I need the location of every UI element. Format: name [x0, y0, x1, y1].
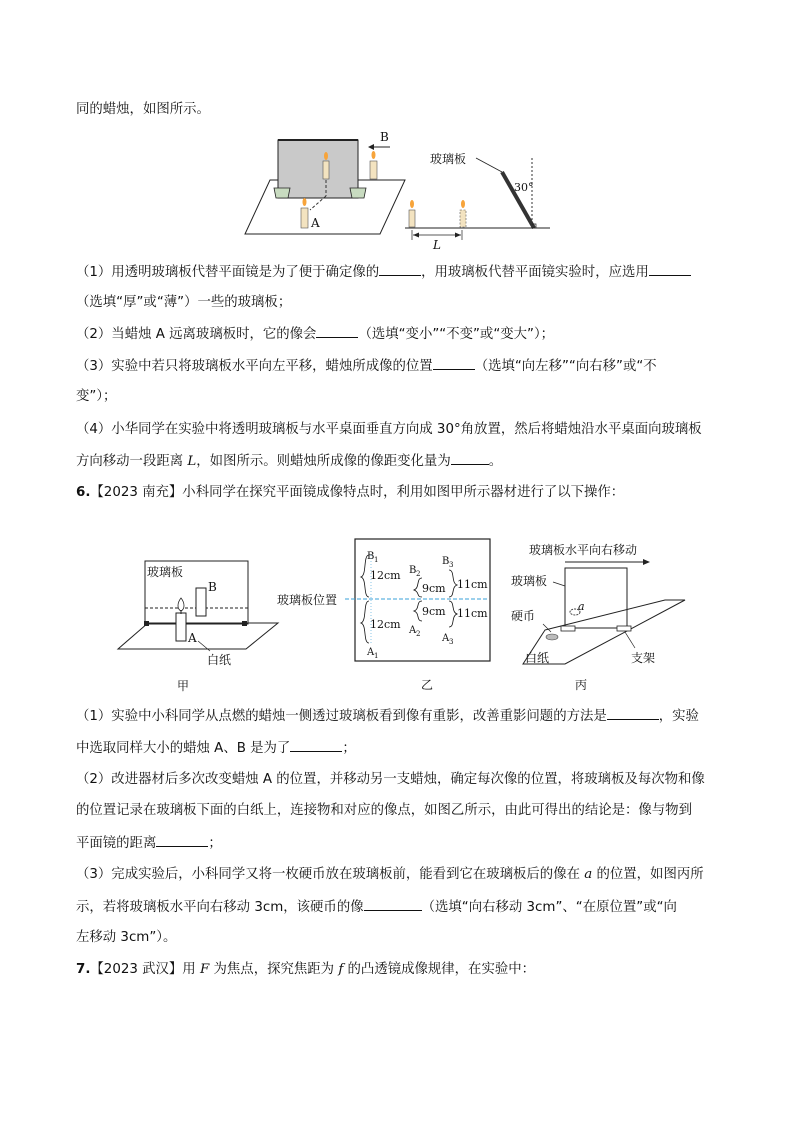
- jia-glass-label: 玻璃板: [147, 565, 184, 579]
- yi-11cm-bottom: 11cm: [457, 607, 488, 620]
- q5-blank-1[interactable]: [379, 263, 421, 276]
- q6-p1-text-c: 中选取同样大小的蜡烛 A、B 是为了: [76, 741, 291, 756]
- q5-p4-text-d: 。: [488, 454, 503, 469]
- yi-glass-pos-label: 玻璃板位置: [277, 593, 338, 607]
- yi-a2: A: [409, 625, 417, 636]
- label-l: L: [433, 238, 441, 252]
- yi-12cm-bottom: 12cm: [370, 618, 401, 631]
- q5-p3-text-a: （3）实验中若只将玻璃板水平向左平移，蜡烛所成像的位置: [76, 359, 433, 374]
- q7-number: 7.: [76, 962, 91, 977]
- q5-p3-text-b: （选填“向左移”“向右移”或“不: [474, 359, 657, 374]
- q6-part3-line2: [76, 898, 677, 917]
- q5-part4-line1: （4）小华同学在实验中将透明玻璃板与水平桌面垂直方向成 30°角放置，然后将蜡烛沿水平桌面向玻璃板: [76, 422, 702, 437]
- q5-part1-line2: （选填“厚”或“薄”）一些的玻璃板；: [76, 295, 292, 310]
- q6-part1-line1: [76, 707, 699, 726]
- q5-p1-text-b: ，用玻璃板代替平面镜实验时，应选用: [421, 265, 649, 280]
- q7-head-3: 的凸透镜成像规律，在实验中：: [347, 962, 536, 977]
- figure-jia: [118, 553, 278, 693]
- q6-p1-text-d: ；: [342, 741, 356, 756]
- intro-text: 同的蜡烛，如图所示。: [76, 102, 210, 117]
- label-a: A: [311, 216, 320, 230]
- yi-12cm-top: 12cm: [370, 569, 401, 582]
- yi-a1: A: [367, 647, 375, 658]
- q6-blank-3[interactable]: [156, 834, 208, 847]
- q7-header: [76, 961, 535, 979]
- label-b: B: [380, 130, 389, 144]
- q5-blank-4[interactable]: [433, 357, 475, 370]
- q5-p2-text-a: （2）当蜡烛 A 远离玻璃板时，它的像会: [76, 327, 317, 342]
- bing-paper-label: 白纸: [525, 651, 550, 665]
- jia-caption: 甲: [177, 679, 190, 693]
- yi-b3: B: [442, 556, 450, 567]
- q5-p1-text-a: （1）用透明玻璃板代替平面镜是为了便于确定像的: [76, 265, 380, 280]
- figure-bing: [505, 540, 685, 695]
- yi-a3-sub: 3: [449, 638, 454, 646]
- figure-yi-svg: [275, 537, 495, 692]
- q6-blank-1[interactable]: [607, 707, 659, 720]
- yi-b1: B: [367, 551, 375, 562]
- bing-caption: 丙: [575, 678, 588, 692]
- yi-a1-sub: 1: [374, 652, 379, 660]
- figure-bing-svg: [505, 540, 685, 695]
- q6-p2-text-d: ；: [208, 836, 222, 851]
- q5-part2: [76, 325, 554, 344]
- q5-blank-3[interactable]: [316, 325, 358, 338]
- bing-coin-label: 硬币: [511, 609, 536, 623]
- q5-part4-line2: [76, 452, 502, 471]
- yi-b3-sub: 3: [449, 561, 454, 569]
- q5-p2-text-b: （选填“变小”“不变”或“变大”）；: [358, 327, 555, 342]
- yi-a3: A: [442, 633, 450, 644]
- figure-jia-svg: [118, 553, 278, 693]
- q5-p4-text-b: 方向移动一段距离: [76, 454, 184, 469]
- q5-part3-line1: [76, 357, 657, 376]
- jia-b-label: B: [208, 580, 217, 594]
- q6-p3-text-a2: 的位置，如图丙所: [596, 867, 704, 882]
- q6-p3-text-b: 示，若将玻璃板水平向右移动 3cm，该硬币的像: [76, 900, 364, 915]
- q7-f-capital: F: [199, 962, 210, 977]
- q7-head-1: 【2023 武汉】用: [90, 962, 196, 977]
- q6-p1-text-b: ，实验: [658, 709, 699, 724]
- q6-p3-a-italic: a: [584, 867, 593, 882]
- label-glass: 玻璃板: [430, 152, 467, 166]
- yi-a2-sub: 2: [416, 630, 421, 638]
- q6-p3-text-a: （3）完成实验后，小科同学又将一枚硬币放在玻璃板前，能看到它在玻璃板后的像在: [76, 867, 580, 882]
- q5-blank-5[interactable]: [451, 452, 489, 465]
- q6-part3-line3: 左移动 3cm”）。: [76, 930, 177, 945]
- q5-part1-line1: [76, 263, 691, 282]
- bing-glass-label: 玻璃板: [511, 574, 548, 588]
- figure-candle-glass-svg: [240, 128, 560, 252]
- figure-yi: [275, 537, 495, 692]
- yi-9cm-top: 9cm: [422, 582, 446, 595]
- bing-stand-label: 支架: [631, 651, 656, 665]
- yi-b2-sub: 2: [416, 570, 421, 578]
- q6-part1-line2: [76, 739, 356, 758]
- q7-f-small: f: [338, 962, 344, 977]
- bing-move-label: 玻璃板水平向右移动: [529, 543, 638, 557]
- q5-part3-line2: 变”）；: [76, 389, 117, 404]
- q6-p1-text-a: （1）实验中小科同学从点燃的蜡烛一侧透过玻璃板看到像有重影，改善重影问题的方法是: [76, 709, 607, 724]
- yi-b2: B: [409, 565, 417, 576]
- q6-part2-line1: （2）改进器材后多次改变蜡烛 A 的位置，并移动另一支蜡烛，确定每次像的位置，将玻璃板及每次物和像: [76, 772, 705, 787]
- q6-p2-text-c: 平面镜的距离: [76, 836, 157, 851]
- q6-header: [76, 484, 624, 502]
- q6-blank-2[interactable]: [290, 739, 342, 752]
- q5-p4-l: L: [187, 454, 197, 469]
- q6-part3-line1: [76, 866, 704, 884]
- jia-paper-label: 白纸: [207, 653, 232, 667]
- q6-blank-4[interactable]: [364, 898, 422, 911]
- jia-a-label: A: [188, 631, 197, 645]
- bing-a-label: a: [578, 600, 585, 613]
- figure-candle-glass: [240, 128, 560, 252]
- q5-blank-2[interactable]: [649, 263, 691, 276]
- yi-caption: 乙: [421, 678, 434, 692]
- yi-b1-sub: 1: [374, 556, 379, 564]
- q5-p4-text-c: ，如图所示。则蜡烛所成像的像距变化量为: [196, 454, 451, 469]
- q6-head-text: 【2023 南充】小科同学在探究平面镜成像特点时，利用如图甲所示器材进行了以下操作：: [90, 485, 625, 500]
- label-angle: 30°: [514, 181, 534, 194]
- yi-11cm-top: 11cm: [457, 578, 488, 591]
- q6-part2-line3: [76, 834, 222, 853]
- q6-part2-line2: 的位置记录在玻璃板下面的白纸上，连接物和对应的像点，如图乙所示，由此可得出的结论是：像与物到: [76, 803, 692, 818]
- yi-9cm-bottom: 9cm: [422, 605, 446, 618]
- q6-number: 6.: [76, 485, 91, 500]
- q6-p3-text-c: （选填“向右移动 3cm”、“在原位置”或“向: [421, 900, 677, 915]
- q7-head-2: 为焦点，探究焦距为: [213, 962, 335, 977]
